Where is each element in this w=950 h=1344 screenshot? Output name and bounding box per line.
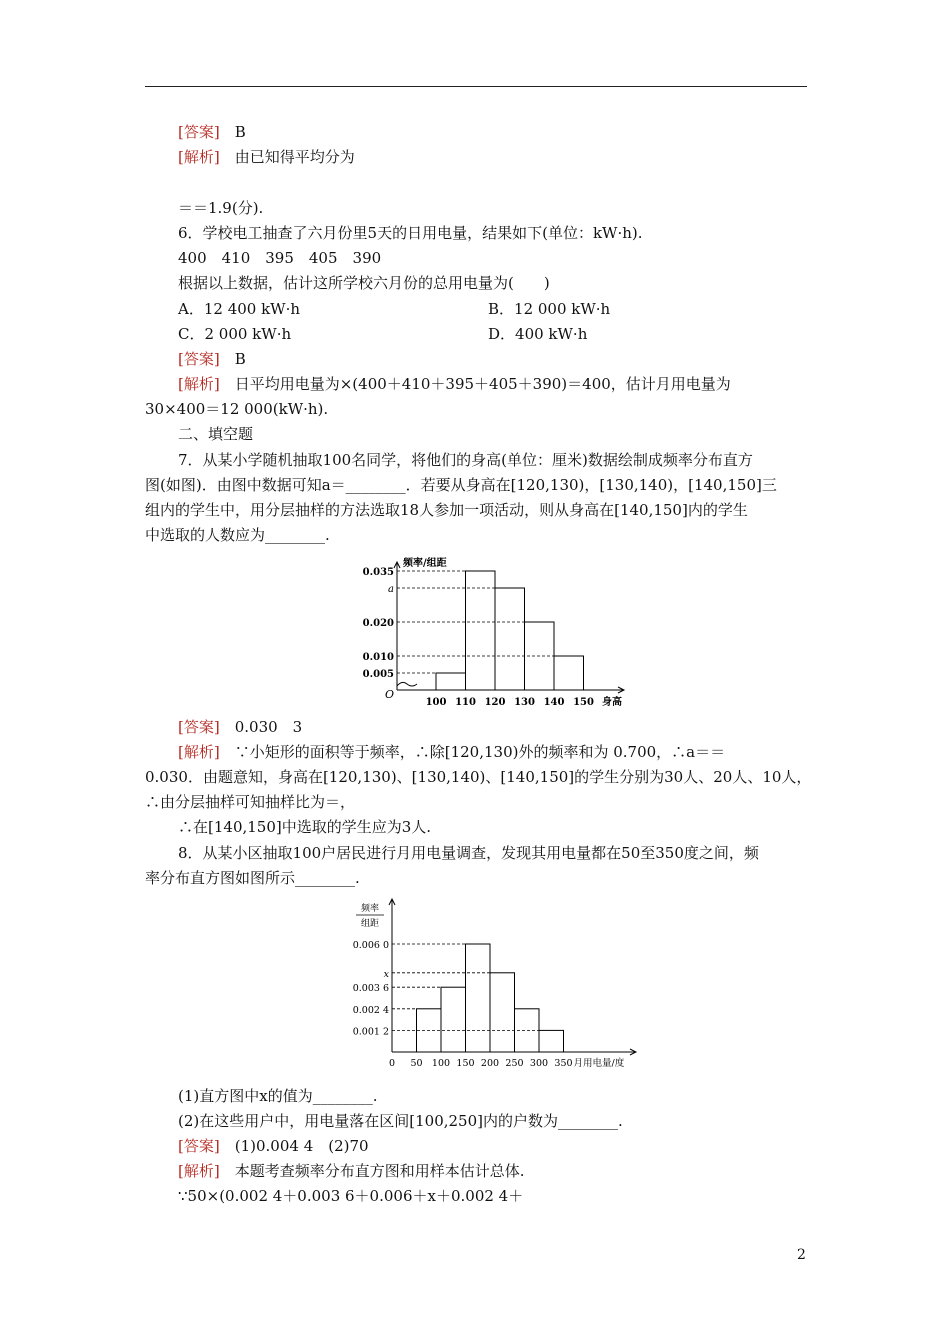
q6-option-a: A．12 400 kW·h <box>178 300 301 318</box>
axis-break <box>397 682 417 686</box>
x-tick-label: 110 <box>455 697 476 708</box>
q6-option-d: D．400 kW·h <box>488 325 588 343</box>
q7-analysis-4: ∴在[140,150]中选取的学生应为3人. <box>178 818 432 836</box>
q8-sub1: (1)直方图中x的值为________. <box>178 1087 378 1105</box>
x-axis-label: 月用电量/度 <box>573 1058 625 1069</box>
p5-analysis: [解析] 由已知得平均分为 <box>178 148 355 166</box>
q7-analysis: [解析] ∵小矩形的面积等于频率，∴除[120,130)外的频率和为 0.700，∴a＝＝ <box>178 743 726 761</box>
q6-option-b: B．12 000 kW·h <box>488 300 611 318</box>
histogram-bar <box>441 987 466 1052</box>
q7-analysis-3: ∴由分层抽样可知抽样比为＝， <box>145 793 356 811</box>
x-tick-label: 100 <box>431 1058 451 1069</box>
q6-option-c: C．2 000 kW·h <box>178 325 292 343</box>
y-tick-label: a <box>388 584 394 595</box>
y-tick-label: 0.001 2 <box>352 1026 389 1038</box>
q7-line2: 图(如图)．由图中数据可知a＝________．若要从身高在[120,130)，[130,140)，[140,150]三 <box>145 476 777 494</box>
histogram-bar <box>466 944 491 1052</box>
q8-answer: [答案] (1)0.004 4 (2)70 <box>178 1137 369 1155</box>
q8-line1: 8．从某小区抽取100户居民进行月用电量调查，发现其用电量都在50至350度之间，频 <box>178 844 759 862</box>
q6-stem: 6．学校电工抽查了六月份里5天的日用电量，结果如下(单位：kW·h). <box>178 224 643 242</box>
height-histogram <box>352 548 634 708</box>
y-axis-label-top: 频率 <box>361 904 380 914</box>
q7-line1: 7．从某小学随机抽取100名同学，将他们的身高(单位：厘米)数据绘制成频率分布直方 <box>178 451 753 469</box>
x-tick-label: 100 <box>425 697 447 708</box>
y-axis-label-bottom: 组距 <box>361 919 380 929</box>
x-tick-label: 50 <box>410 1058 423 1069</box>
y-tick-label: 0.020 <box>362 618 394 629</box>
q7-analysis-2: 0.030．由题意知，身高在[120,130)、[130,140)、[140,150]的学生分别为30人、20人、10人， <box>145 768 812 786</box>
q6-analysis: [解析] 日平均用电量为×(400＋410＋395＋405＋390)＝400，估计月用电量为 <box>178 375 731 393</box>
x-tick-label: 140 <box>543 697 565 708</box>
q6-data: 400 410 395 405 390 <box>178 249 382 267</box>
q6-analysis-cont: 30×400＝12 000(kW·h). <box>145 400 329 418</box>
y-tick-label: 0.002 4 <box>352 1004 389 1016</box>
x-axis-label: 身高 <box>602 697 622 708</box>
q6-ask: 根据以上数据，估计这所学校六月份的总用电量为( ) <box>178 274 550 292</box>
y-axis-label: 频率/组距 <box>403 558 447 569</box>
x-tick-label: 250 <box>505 1058 524 1069</box>
p5-result: ＝＝1.9(分). <box>178 199 264 217</box>
q6-answer: [答案] B <box>178 350 246 368</box>
y-tick-label: 0.035 <box>362 567 394 578</box>
histogram-bar <box>554 656 584 690</box>
q8-analysis: [解析] 本题考查频率分布直方图和用样本估计总体. <box>178 1162 525 1180</box>
q7-answer: [答案] 0.030 3 <box>178 718 303 736</box>
header-rule <box>145 86 807 87</box>
q7-line4: 中选取的人数应为________. <box>145 526 330 544</box>
x-tick-label: 120 <box>484 697 506 708</box>
q8-sub2: (2)在这些用户中，用电量落在区间[100,250]内的户数为________. <box>178 1112 623 1130</box>
x-tick-label: 150 <box>456 1058 475 1069</box>
q8-line2: 率分布直方图如图所示________. <box>145 869 360 887</box>
page-number: 2 <box>797 1247 806 1263</box>
section-title: 二、填空题 <box>178 425 254 443</box>
x-tick-label: 150 <box>573 697 594 708</box>
y-tick-label: 0.005 <box>362 669 394 680</box>
q8-calc: ∵50×(0.002 4＋0.003 6＋0.006＋x＋0.002 4＋ <box>178 1187 524 1205</box>
origin-label: O <box>385 688 395 701</box>
histogram-bar <box>466 571 496 690</box>
histogram-bar <box>495 588 525 690</box>
x-tick-label: 350 <box>554 1058 573 1069</box>
p5-answer: [答案] B <box>178 123 246 141</box>
y-tick-label: x <box>383 968 389 980</box>
q7-line3: 组内的学生中，用分层抽样的方法选取18人参加一项活动，则从身高在[140,150]内的学生 <box>145 501 748 519</box>
histogram-bar <box>436 673 466 690</box>
x-tick-label: 130 <box>514 697 535 708</box>
electricity-histogram <box>340 893 645 1075</box>
y-tick-label: 0.010 <box>362 652 394 663</box>
x-tick-label: 0 <box>388 1058 396 1069</box>
y-tick-label: 0.003 6 <box>352 983 389 995</box>
x-tick-label: 300 <box>529 1058 549 1069</box>
y-tick-label: 0.006 0 <box>352 940 389 951</box>
x-tick-label: 200 <box>480 1058 500 1069</box>
histogram-bar <box>539 1030 564 1052</box>
histogram-bar <box>490 973 515 1052</box>
